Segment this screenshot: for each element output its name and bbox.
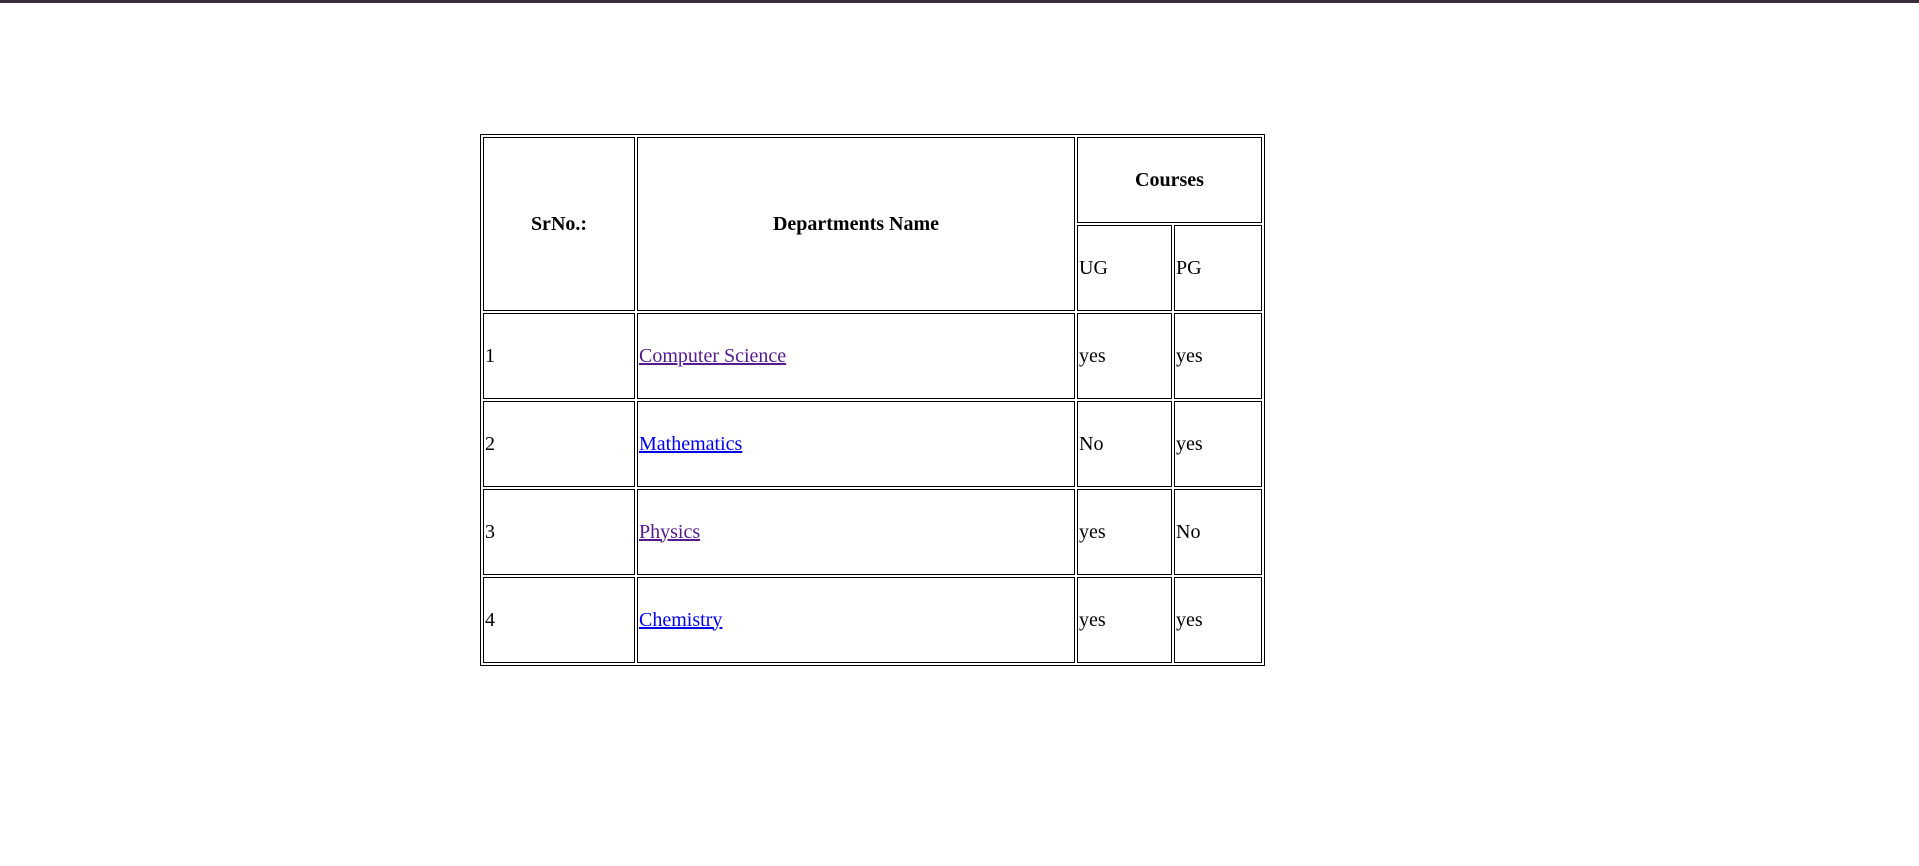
table-row xyxy=(483,577,1262,663)
department-link-physics[interactable]: Physics xyxy=(639,520,701,543)
header-department-name: Departments Name xyxy=(637,137,1075,311)
table-row xyxy=(483,313,1262,399)
cell-ug: yes xyxy=(1077,489,1172,575)
cell-pg: No xyxy=(1174,489,1262,575)
cell-ug: yes xyxy=(1077,577,1172,663)
cell-srno: 2 xyxy=(483,401,635,487)
department-link-mathematics[interactable]: Mathematics xyxy=(639,432,743,455)
table-header-row xyxy=(483,137,1262,223)
cell-srno: 1 xyxy=(483,313,635,399)
table-row xyxy=(483,401,1262,487)
table-row xyxy=(483,489,1262,575)
header-srno: SrNo.: xyxy=(483,137,635,311)
header-pg: PG xyxy=(1174,225,1262,311)
cell-srno: 4 xyxy=(483,577,635,663)
departments-table xyxy=(480,134,1265,666)
cell-ug: yes xyxy=(1077,313,1172,399)
header-ug: UG xyxy=(1077,225,1172,311)
department-link-computer-science[interactable]: Computer Science xyxy=(639,344,787,367)
cell-pg: yes xyxy=(1174,401,1262,487)
header-courses: Courses xyxy=(1077,137,1262,223)
window-top-strip xyxy=(0,0,1919,3)
cell-srno: 3 xyxy=(483,489,635,575)
cell-pg: yes xyxy=(1174,313,1262,399)
cell-department xyxy=(637,313,1075,399)
cell-department xyxy=(637,401,1075,487)
cell-ug: No xyxy=(1077,401,1172,487)
cell-pg: yes xyxy=(1174,577,1262,663)
cell-department xyxy=(637,577,1075,663)
department-link-chemistry[interactable]: Chemistry xyxy=(639,608,723,631)
cell-department xyxy=(637,489,1075,575)
